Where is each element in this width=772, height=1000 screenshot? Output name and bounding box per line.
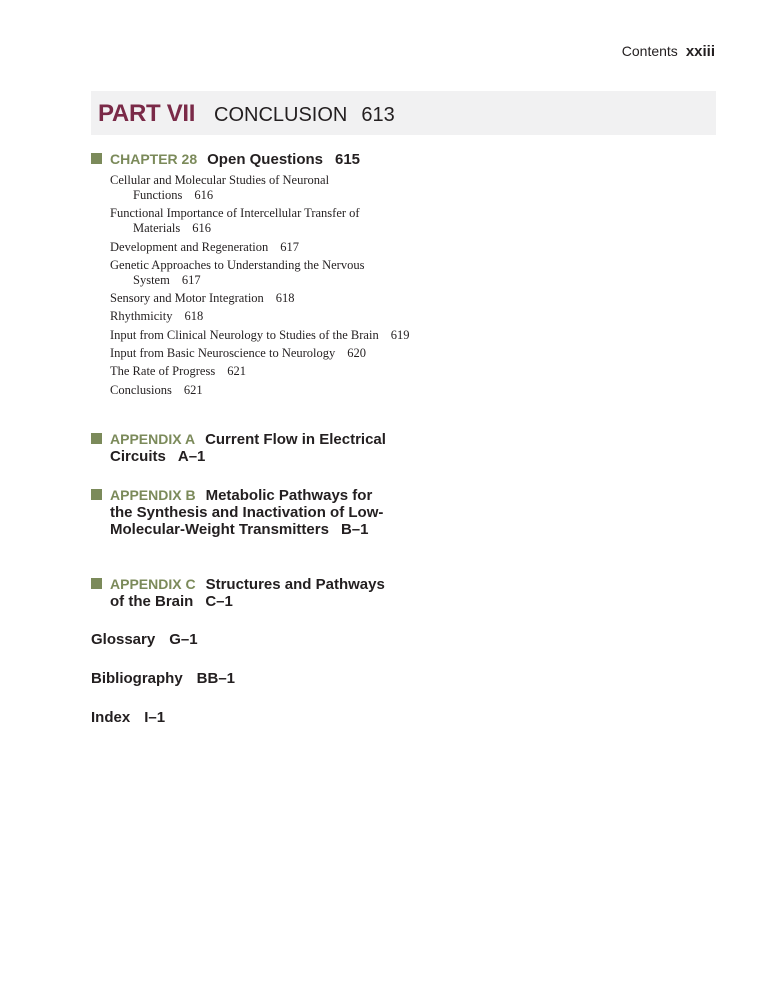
index-page: I–1 <box>144 709 166 726</box>
part-label: PART VII <box>98 100 196 127</box>
part-title: CONCLUSION <box>214 104 348 126</box>
chapter-page: 615 <box>335 151 361 168</box>
glossary-page: G–1 <box>169 631 198 648</box>
chapter-title: Open Questions <box>207 151 323 168</box>
toc-entry-title: Genetic Approaches to Understanding the Nervous System <box>110 257 365 287</box>
bibliography-page: BB–1 <box>196 670 236 687</box>
toc-entry-page: 619 <box>390 327 410 342</box>
index-title: Index <box>91 709 131 726</box>
toc-entry-title: Sensory and Motor Integration <box>110 291 264 306</box>
toc-entry-title: Conclusions <box>110 382 172 397</box>
appendix-c-marker-square <box>91 578 102 589</box>
toc-entry[interactable] <box>110 240 410 255</box>
chapter-entries <box>110 173 410 401</box>
toc-entry-title: Input from Clinical Neurology to Studies of the Brain <box>110 327 379 342</box>
toc-entry-page: 621 <box>227 364 246 379</box>
appendix-b-page: B–1 <box>340 521 369 538</box>
running-head-section: Contents <box>621 43 678 59</box>
page-number: xxiii <box>685 43 715 60</box>
toc-entry[interactable] <box>110 383 410 398</box>
toc-entry[interactable] <box>110 258 410 288</box>
appendix-b-label: APPENDIX B <box>110 487 196 503</box>
toc-entry[interactable] <box>110 364 410 379</box>
toc-entry-page: 620 <box>347 346 367 361</box>
appendix-a-heading[interactable] <box>110 431 400 465</box>
toc-entry-title: Development and Regeneration <box>110 239 269 254</box>
toc-entry-page: 618 <box>184 309 204 324</box>
toc-entry[interactable] <box>110 291 410 306</box>
glossary-title: Glossary <box>91 631 156 648</box>
toc-entry-title: Cellular and Molecular Studies of Neuronal Functions <box>110 173 330 202</box>
toc-entry[interactable] <box>110 173 410 203</box>
appendix-a-title: Current Flow in Electrical Circuits <box>110 431 386 465</box>
part-heading <box>91 91 716 135</box>
appendix-b-heading[interactable] <box>110 487 385 538</box>
chapter-label: CHAPTER 28 <box>110 151 198 167</box>
appendix-a-label: APPENDIX A <box>110 431 196 447</box>
part-page: 613 <box>361 104 395 126</box>
toc-entry-page: 618 <box>275 291 295 306</box>
bibliography-entry[interactable] <box>91 670 235 687</box>
toc-entry-page: 617 <box>280 239 300 254</box>
toc-entry-page: 616 <box>194 188 214 202</box>
toc-entry-title: The Rate of Progress <box>110 364 216 379</box>
index-entry[interactable] <box>91 709 165 726</box>
toc-entry[interactable] <box>110 206 410 236</box>
appendix-c-title: Structures and Pathways of the Brain <box>110 576 385 610</box>
toc-entry[interactable] <box>110 328 410 343</box>
appendix-c-label: APPENDIX C <box>110 576 196 592</box>
part-title-line <box>214 104 395 127</box>
appendix-a-page: A–1 <box>177 448 206 465</box>
appendix-a-marker-square <box>91 433 102 444</box>
appendix-b-marker-square <box>91 489 102 500</box>
chapter-marker-square <box>91 153 102 164</box>
appendix-b-title: Metabolic Pathways for the Synthesis and Inactivation of Low-Molecular-Weight Transmitters <box>110 487 384 538</box>
glossary-entry[interactable] <box>91 631 198 648</box>
toc-entry-title: Functional Importance of Intercellular Transfer of Materials <box>110 206 360 236</box>
toc-entry-page: 616 <box>192 221 211 236</box>
toc-entry[interactable] <box>110 309 410 324</box>
toc-entry-page: 621 <box>183 382 203 397</box>
chapter-heading[interactable] <box>110 151 410 168</box>
toc-entry-page: 617 <box>181 272 201 287</box>
running-head <box>622 43 715 60</box>
toc-entry[interactable] <box>110 346 410 361</box>
appendix-c-page: C–1 <box>205 593 233 610</box>
appendix-c-heading[interactable] <box>110 576 400 610</box>
bibliography-title: Bibliography <box>91 670 183 687</box>
toc-entry-title: Input from Basic Neuroscience to Neurology <box>110 346 336 361</box>
toc-entry-title: Rhythmicity <box>110 309 173 324</box>
